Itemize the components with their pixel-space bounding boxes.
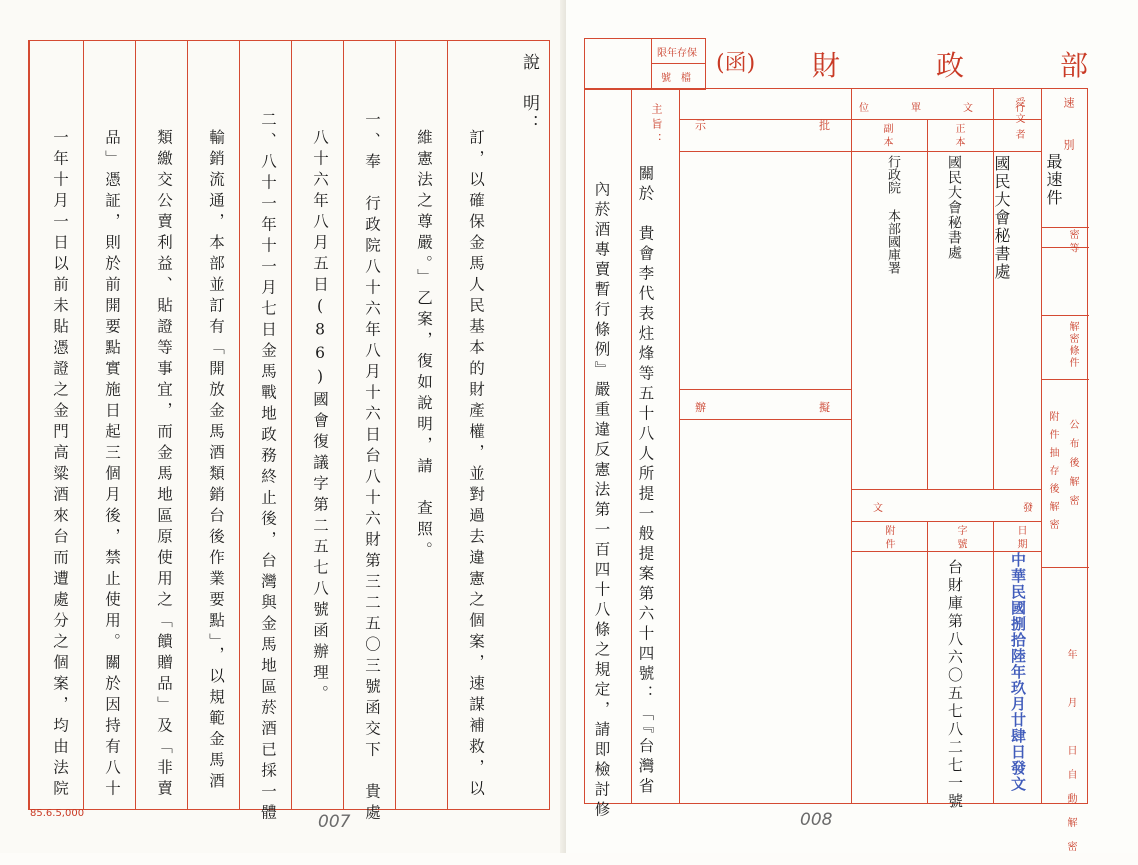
text-column: 二、八十一年十一月七日金馬戰地政務終止後，台灣與金馬地區菸酒已採一體 [259, 111, 277, 825]
text-column: 品」憑証，則於前開要點實施日起三個月後，禁止使用。關於因持有八十 [103, 129, 121, 801]
text-column: 一、奉 行政院八十六年八月十六日台八十六財第三二五〇三號函交下 貴處 [363, 111, 381, 825]
declassify-label: 解密條件 [1067, 321, 1078, 369]
ministry-title: 財 政 部 [812, 49, 1123, 82]
secrecy-label: 密等 [1067, 229, 1078, 256]
attachment-declassify-label: 附件抽存後解密 [1047, 411, 1058, 537]
subject-text: 內菸酒專賣暫行條例』嚴重違反憲法第一百四十八條之規定，請即檢討修 [592, 181, 611, 821]
text-column: 類繳交公賣利益、貼證等事宜，而金馬地區原使用之「饋贈品」及「非賣 [155, 129, 173, 801]
text-column: 八十六年八月五日(86)國會復議字第二五七八號函辦理。 [311, 129, 329, 706]
column-6 [239, 41, 291, 825]
page-number: 007 [318, 812, 351, 832]
speed-label: 速 別 [1062, 97, 1075, 160]
column-7 [187, 41, 239, 809]
speed-value: 最速件 [1044, 153, 1063, 207]
left-page [0, 0, 566, 853]
explanation-heading: 說 明： [519, 53, 539, 135]
column-3 [395, 41, 447, 809]
text-column: 輸銷流通，本部並訂有「開放金馬酒類銷台後作業要點」，以規範金馬酒 [207, 129, 225, 794]
column-9 [83, 41, 135, 809]
copy-label: 副本 [881, 123, 892, 150]
number-label: 字號 [955, 525, 966, 552]
original-recipient: 國民大會秘書處 [946, 155, 962, 260]
text-column: 訂，以確保金馬人民基本的財產權，並對過去違憲之個案，速謀補救，以 [467, 129, 485, 801]
date-stamp: 中華民國捌拾陸年玖月廿肆日發文 [1009, 552, 1027, 792]
publish-declassify-label: 公布後解密 [1067, 419, 1078, 514]
right-page [566, 0, 1138, 865]
column-4 [343, 41, 395, 825]
draft-label: 擬 [819, 401, 830, 414]
retention-label: 限年存保 [657, 48, 697, 59]
original-label: 正本 [953, 123, 964, 150]
handle-label: 辦 [695, 401, 706, 414]
document-number: 台財庫第八六〇五七八二七一號 [946, 559, 964, 811]
recipient-value: 國民大會秘書處 [992, 155, 1011, 281]
file-number-label: 號 檔 [661, 73, 691, 84]
unit-label: 位 單 文 行 [859, 103, 1041, 114]
text-column: 一年十月一日以前未貼憑證之金門高粱酒來台而遭處分之個案，均由法院 [51, 129, 69, 801]
issue-label: 文 發 [873, 503, 1073, 514]
attachment-label: 附件 [883, 525, 894, 552]
auto-declassify-label: 年 月 日自動解密 [1065, 649, 1076, 865]
column-5 [291, 41, 343, 809]
date-label: 日期 [1015, 525, 1026, 552]
column-10 [29, 41, 83, 809]
column-1 [499, 41, 551, 809]
text-column: 維憲法之尊嚴。」乙案，復如說明，請 查照。 [415, 129, 433, 563]
subject-text: 關於 貴會李代表炷烽等五十八人所提一般提案第六十四號：「『台灣省 [636, 165, 655, 798]
subject-label: 主旨： [650, 103, 663, 148]
form-print-code: 85.6.5,000 [30, 808, 85, 819]
instruction-label: 示 [695, 119, 706, 132]
copy-recipients: 行政院 本部國庫署 [885, 155, 900, 274]
column-2 [447, 41, 499, 809]
recipient-label: 受文者 [1013, 97, 1024, 145]
document-type: (函) [716, 51, 756, 76]
retention-box [584, 38, 706, 90]
page-number: 008 [800, 810, 833, 830]
approve-label: 批 [819, 119, 830, 132]
column-8 [135, 41, 187, 809]
